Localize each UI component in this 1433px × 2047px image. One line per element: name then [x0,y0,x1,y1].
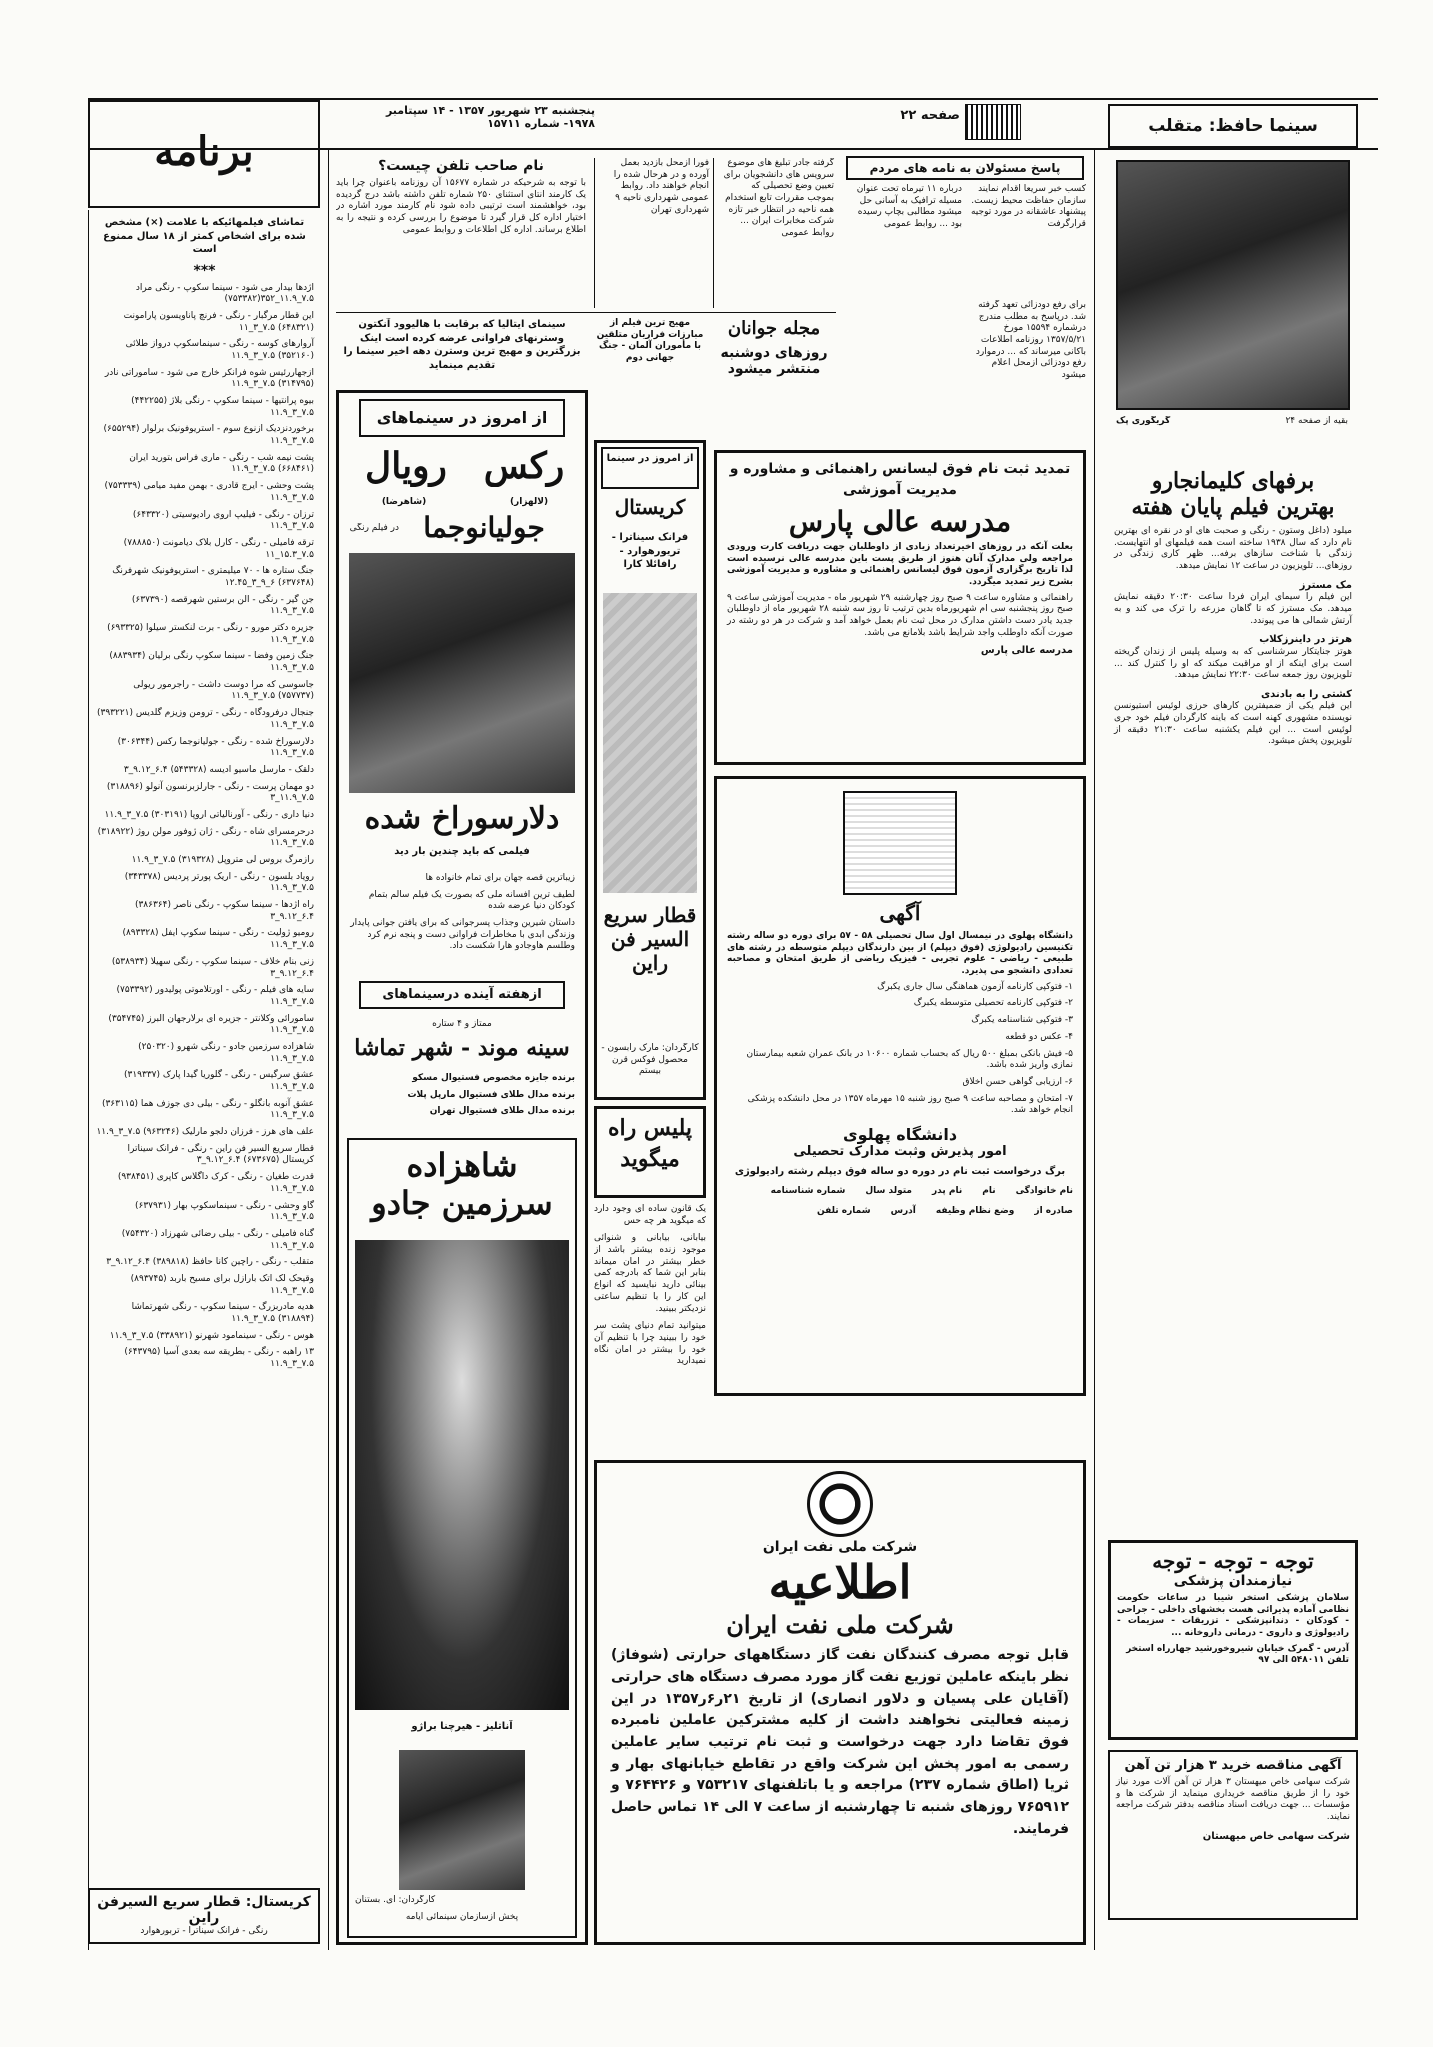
pahlavi-form-field: نام [982,1186,996,1197]
pahlavi-condition-item: ۳- فتوکپی شناسنامه یکبرگ [971,1015,1073,1026]
crystal-ad-header: از امروز در سینما [601,447,699,489]
italian-western-text: سینمای ایتالیا که برقابت با هالیوود آنکتون وسترنهای فراوانی عرضه کرده است اینک بزرگترین و مهیج ترین وسترن دهه اخیر سینما را تقدیم مینماید [343,319,581,371]
cinema-list-item: جزیره دکتر مورو - رنگی - برت لنکستر سیلوا (۶۹۳۳۲۵) ۷.۵_۳_۱۱.۹ [107,623,314,645]
pahlavi-conditions [727,982,1073,1117]
coming-cinemas: سینه موند - شهر تماشا [354,1035,570,1061]
cinema-list-item: جنگ زمین وفضا - سینما سکوپ رنگی برلیان (۸۸۳۹۳۴) ۷.۵_۳_۱۱.۹ [109,651,314,674]
iron-sign: شرکت سهامی خاص میهستان [1202,1830,1350,1842]
dollar-film-poster-image [349,553,575,793]
rex-bullets [349,873,575,958]
peck-article [1108,468,1358,1528]
police-title: پلیس راه میگوید [607,1115,692,1172]
cinema-list-item: جاسوسی که مرا دوست داشت - راجرمور ریولی (۷۵۷۷۳۷) ۷.۵_۳_۱۱.۹ [133,679,314,702]
cinema-list-intro: تماشای فیلمهائیکه با علامت (×) مشخص شده برای اشخاص کمتر از ۱۸ سال ممنوع است [103,217,306,255]
letter-col-2-text: گرفته جادر تبلیغ های موضوع سرویس های دانشجویان برای تعیین وضع تحصیلی که بموجب مقررات تابع استخدام همه ناحیه در انتظار خبر تازه شرکت مخابرات ایران ... روابط عمومی [723,158,834,239]
peck-headline-1: برفهای کلیمانجارو [1151,468,1315,494]
pahlavi-condition-item: ۴- عکس دو قطعه [1005,1031,1073,1042]
peck-caption: گریگوری پک [1116,416,1171,426]
gregory-peck-photo [1116,160,1350,410]
prince-credit: آناتلیز - هیرچنا براژو [411,1721,513,1732]
iron-tender-ad [1108,1750,1358,1920]
pars-body: بعلت آنکه در روزهای اخیرتعداد زیادی از داوطلبان جهت دریافت کارت ورودی مراجعه ولی مدارک آنان هنوز از طریق پست باین مدرسه عالی نرسیده است لذا تاریخ برگزاری آزمون فوق لیسانس راهنمائی و مشاوره و مدیریت آموزشی بشرح زیر تمدید میگردد. [727,542,1073,588]
crystal-film-title: قطار سریع السیر فن راین [603,903,697,975]
prince-film-title: شاهزاده سرزمین جادو [371,1146,553,1223]
pahlavi-form-field: متولد سال [865,1186,912,1197]
pahlavi-form-field: وضع نظام وظیفه [935,1206,1015,1217]
cinema-list-item: سامورائی وکلانتر - جزیره ای برلارجهان البرز (۳۵۴۷۴۵) ۷.۵_۳_۱۱.۹ [108,1013,314,1036]
prince-poster-image [355,1240,569,1710]
pahlavi-form-field: شماره تلفن [817,1206,871,1217]
pahlavi-university-ad [714,776,1086,1396]
oil-company-ad [594,1460,1086,1945]
pahlavi-logo-icon [843,791,957,895]
cinema-list-item: علف های هرز - فرزان دلجو مارلیک (۹۶۳۲۴۶) ۷.۵_۳_۱۱.۹ [96,1127,314,1138]
peck-sub-2: هرتز در داینرزکلاب [1259,634,1352,646]
award-item: برنده جایزه مخصوص فستیوال مسکو [412,1073,575,1083]
dollar-film-tagline: فیلمی که باید چندین بار دید [394,846,530,857]
pahlavi-condition-item: ۶- ارزیابی گواهی حسن اخلاق [962,1076,1073,1087]
rex-place: (لالهزار) [509,497,549,507]
cinema-list-item: درحرمسرای شاه - رنگی - ژان ژوفور مولن روژ (۳۱۸۹۲۲) ۷.۵_۳_۱۱.۹ [97,826,314,849]
coming-soon-header: ازهفته آینده درسینماهای [359,981,565,1009]
cinema-list-item: عشق سرگیس - رنگی - گلوریا گیدا پارک (۳۱۹۳۳۷) ۷.۵_۳_۱۱.۹ [123,1070,314,1092]
prince-small-image [399,1750,525,1890]
peck-continued: بقیه از صفحه ۲۴ [1285,416,1348,426]
letter-col-3-text: فوراً ازمحل بازدید بعمل آورده و در هرحال شده را انجام خواهند داد. روابط عمومی شهرداری ناحیه ۹ شهرداری تهران [613,158,709,215]
cinema-list-item: جنجال درفرودگاه - رنگی - ترومن وزیزم گلدیس (۳۹۳۲۲۱) ۷.۵_۳_۱۱.۹ [96,708,314,730]
cinema-list-item: آروارهای کوسه - رنگی - سینماسکوپ درواز طلائی (۳۵۲۱۶۰) ۷.۵_۳_۱۱.۹ [125,339,314,361]
youth-magazine-title: مجله جوانان [727,318,821,339]
cinema-list-stars: *** [193,262,216,279]
column-separator-1 [328,150,329,1950]
cinema-list-item: ۱۳ راهبه - رنگی - بطریقه سه بعدی آسیا (۶۴۳۷۹۵) ۷.۵_۳_۱۱.۹ [124,1347,314,1370]
pahlavi-form-field: نام خانوادگی [1015,1186,1073,1197]
prince-director: کارگردان: ای. بستنان [355,1895,436,1905]
cinema-list [95,283,314,1371]
letter-col-1-text: کسب خبر سریعاً اقدام نمایند سازمان حفاظت محیط زیست. پیشنهاد عاشقانه در مورد توجیه قرارگرفت [970,184,1086,230]
police-q3: میتوانید تمام دنیای پشت سر خود را ببینید چرا با تنظیم آن خود را بیشتر در امان نگاه نمیدارید [594,1321,706,1367]
dollar-film-title: دلارسوراخ شده [364,801,560,836]
pahlavi-condition-item: ۵- فیش بانکی بمبلغ ۵۰۰ ریال که بحساب شماره ۱۰۶۰۰ در بانک عمران شعبه بیمارستان نمازی واریز شده باشد. [746,1048,1073,1071]
oil-ad-title: اطلاعیه [768,1555,912,1609]
rex-bullet-item: لطیف ترین افسانه ملی که بصورت یک فیلم سالم بتمام کودکان دنیا عرضه شده [368,889,575,912]
police-q2: بیابانی، بیابانی و شنوائی موجود زنده بیشتر باشد از خطر بیشتر در امان میماند بنابر این شما که بادرجه کمی بینائی دارید نبایسید که انواع این کار را با تنظیم ساعتی نزدیکتر ببینید. [594,1233,706,1314]
cinema-list-item: دو مهمان پرست - رنگی - جارلزبرنسون آنولو (۳۱۸۸۹۶) ۷.۵_۱۱.۹_۳ [106,781,314,804]
attention-subtitle: نیازمندان پزشکی [1173,1573,1293,1589]
pahlavi-condition-item: ۱- فتوکپی کارنامه آزمون هماهنگی سال جاری یکبرگ [877,981,1073,992]
cinema-listing-column [88,210,320,1950]
ettelaat-logo-icon [965,104,1021,140]
letter-col-4-text: درباره ۱۱ تیرماه تحت عنوان مسیله ترافیک به آسانی حل میشود مطالبی بچاپ رسیده بود ... روابط عمومی [856,184,962,230]
cinema-program-title: برنامه [154,128,254,175]
letter-col-3 [594,158,714,308]
letters-box-title: پاسخ مسئولان به نامه های مردم [846,156,1084,180]
column-separator-2 [1094,150,1095,1950]
peck-body-2: این فیلم را سیمای ایران فردا ساعت ۲۰:۳۰ دقیقه نمایش میدهد. مک مسترز که تا گاهان مزرعه را ترک می کند و به آرتش شمالی ها می پیوندد. [1114,592,1352,626]
cinema-list-item: گاو وحشی - رنگی - سینماسکوپ بهار (۶۳۷۹۳۱) ۷.۵_۳_۱۱.۹ [135,1200,314,1223]
pahlavi-body: دانشگاه پهلوی در نیمسال اول سال تحصیلی ۵۸ - ۵۷ برای دوره دو ساله رشته تکنیسین رادیولوژی (فوق دیپلم) از بین دارندگان دیپلم متوسطه در رشته های طبیعی - ریاضی - علوم تجربی - فیزیک ریاضی از طریق امتحان و مصاحبه تعدادی دانشجو می پذیرد. [727,931,1073,977]
police-body [594,1204,706,1424]
pahlavi-form-field: شماره شناسنامه [770,1186,846,1197]
rex-royal-ad [336,390,588,1945]
prince-film-poster [347,1138,577,1938]
award-item: برنده مدال طلای فستیوال تهران [429,1106,575,1117]
peck-sub-1: مک مسترز [1299,579,1352,591]
cinema-list-item: ازجهاررئیس شوه فرانکر خارج می شود - ساموراتی نادر (۳۱۴۷۹۵) ۷.۵_۳_۱۱.۹ [104,367,314,390]
phone-box-body: با توجه به شرحیکه در شماره ۱۵۶۷۷ آن روزنامه باعنوان چرا باید یک کارمند انتای استثنای ۲۵۰ شماره تلفن داشته باشد درج گردیده بود، خواهشمند است ترتیبی داده شود نام کارمند مورد اشاره در اختیار اداره کل قرار گیرد تا موضوع را بررسی کرده و نتیجه را به اطلاع برساند. اداره کل اطلاعات و روابط عمومی [336,178,586,235]
letter-col-5 [966,300,1086,464]
youth-magazine-ad [710,318,838,438]
cinema-list-item: اژدها بیدار می شود - سینما سکوپ - رنگی مراد ۷.۵_۱۱.۹_۳۵۲(۷۵۳۳۸۲) [135,282,314,305]
cinema-list-item: این قطار مرگبار - رنگی - فرنچ پاناویسون پارامونت (۶۴۸۳۲۱) ۷.۵_۳_۱۱ [123,310,314,333]
cinema-list-item: زنی بنام خلاف - سینما سکوپ - رنگی سهیلا (۵۳۸۹۳۴) ۶.۴_۹.۱۲_۳ [111,956,314,979]
cinema-list-item: دلقک - مارسل ماسیو ادیسه (۵۴۳۳۲۸) ۶.۴_۹.۱۲_۳ [123,764,314,775]
pars-college-ad [714,450,1086,765]
cinema-list-item: راه اژدها - سینما سکوپ - رنگی ناصر (۳۸۶۳۶۴) ۶.۴_۹.۱۲_۳ [134,900,314,922]
iron-body: شرکت سهامی خاص میهستان ۳ هزار تن آهن آلات مورد نیاز خود را از طریق مناقصه خریداری مینماید از شرکت ها و مؤسسات ... جهت دریافت اسناد مناقصه بدفتر شرکت مراجعه نمایند. [1116,1777,1350,1823]
cinema-list-item: بیوه پرانتیها - سینما سکوپ - رنگی بلاژ (۴۴۲۲۵۵) ۷.۵_۳_۱۱.۹ [131,396,314,418]
pahlavi-sign-sub: امور پذیرش وثبت مدارک تحصیلی [793,1143,1007,1159]
awards-list [349,1073,575,1123]
pahlavi-condition-item: ۷- امتحان و مصاحبه ساعت ۹ صبح روز شنبه ۱۵ مهرماه ۱۳۵۷ در محل دانشکده پزشکی انجام خواهد شد. [747,1093,1073,1116]
oil-ad-body: قابل توجه مصرف کنندگان نفت گاز دستگاههای حرارتی (شوفاژ) نظر باینکه عاملین توزیع نفت گاز مورد مصرف دستگاه های حرارتی (آقایان علی پسیان و دلاور انصاری) از تاریخ ۲۱ر۶ر۱۳۵۷ در این زمینه فعالیتی نخواهند داشت از کلیه مشترکین عاملین نامبرده فوق تقاضا دارد جهت درخواست و ثبت نام ترتیب سایر عاملین رسمی به امور پخش این شرکت واقع در تقاطع خیابانهای بهار و ثریا (اطاق شماره ۲۳۷) مراجعه و یا باتلفنهای ۷۵۳۲۱۷ و ۷۶۴۴۲۶ و ۷۶۵۹۱۲ روزهای شنبه تا چهارشنبه از ساعت ۷ الی ۱۴ تماس حاصل فرمایند. [611,1647,1070,1837]
cinema-list-item: پشت وحشی - ایرج قادری - بهمن مفید میامی (۷۵۳۳۳۹) ۷.۵_۳_۱۱.۹ [104,481,314,503]
pahlavi-form-title: برگ درخواست ثبت نام در دوره دو ساله فوق دیپلم رشته رادیولوژی [734,1165,1066,1177]
crystal-stars: فرانک سیناترا - تریورهوارد - رافائلا کارا [611,532,689,570]
cinema-list-item: پشت نیمه شب - رنگی - ماری فراس بتورید ایران (۶۶۸۴۶۱) ۷.۵_۳_۱۱.۹ [129,452,314,475]
cinema-list-item: جن گیر - رنگی - الن برستین شهرقصه (۶۳۷۳۹۰) ۷.۵_۳_۱۱.۹ [131,594,314,617]
peck-body-4: این فیلم یکی از ضمیفترین کارهای حرزی لوئیس استیونسن نویسنده مشهوری کهنه است که باینه کارگردان فیلم خود جری لوئیس است ... این فیلم یکشنبه ساعت ۲۱:۳۰ دقیقه از تلویزیون پخش میشود. [1114,701,1352,747]
coming-rating: ممتاز و ۴ ستاره [432,1019,492,1029]
pahlavi-form-fields [727,1186,1073,1217]
cinema-list-item: رویاد بلسون - رنگی - اریک پورتر پردیس (۳۴۳۳۷۸) ۷.۵_۳_۱۱.۹ [124,871,314,894]
italian-western-blurb [336,318,588,388]
cinema-list-item: دنیا داری - رنگی - آورنالیاتی اروپا (۳۰۳۱۹۱) ۷.۵_۳_۱۱.۹ [104,809,314,820]
rex-bullet-item: زیباترین قصه جهان برای تمام خانواده ها [425,873,575,883]
pahlavi-condition-item: ۲- فتوکپی کارنامه تحصیلی متوسطه یکبرگ [913,998,1073,1009]
cinema-list-item: جنگ ستاره ها - ۷۰ میلیمتری - استریوفونیک شهرفرنگ (۶۳۷۶۴۸) ۶_۹_۳_۱۲.۴۵ [112,566,314,588]
cinema-list-item: هدیه مادربزرگ - سینما سکوپ - رنگی شهرتماشا (۳۱۸۸۹۴) ۷.۵_۳_۱۱.۹ [131,1302,314,1324]
cinema-list-item: رومیو ژولیت - رنگی - سینما سکوپ ایفل (۸۹۳۳۲۸) ۷.۵_۳_۱۱.۹ [122,928,314,951]
mid-rule-1 [336,312,836,313]
rex-star-name: جولیانوجما [423,511,545,544]
crystal-footer-sub: رنگی - فرانک سیناترا - تربورهوارد [140,1926,268,1936]
crystal-cinema-name: کریستال [614,495,686,519]
crystal-footer-box [88,1888,320,1944]
war-film-blurb [594,318,706,438]
cinema-list-item: وقیحک لک اتک بارازل برای مسیح باربد (۸۹۳۷۴۵) ۷.۵_۳_۱۱.۹ [130,1273,314,1296]
cinema-list-item: رازمرگ بروس لی متروپل (۳۱۹۳۲۸) ۷.۵_۳_۱۱.۹ [131,855,314,865]
nioc-logo-text: شرکت ملی نفت ایران [762,1539,918,1555]
attention-medical-ad [1108,1540,1358,1740]
police-q1: یک قانون ساده ای وجود دارد که میگوید هر چه حس [594,1204,706,1226]
war-film-text: مهیج ترین فیلم از مبارزات فراریان متلقین با مأموران آلمان - جنگ جهانی دوم [596,318,704,364]
police-ad [594,1106,706,1198]
phone-box-title: نام صاحب تلفن چیست؟ [378,158,544,174]
cinema-list-item: دلارسوراخ شده - رنگی - جولیانوجما رکس (۳۰۶۳۴۴) ۷.۵_۳_۱۱.۹ [117,736,314,759]
pahlavi-sign: دانشگاه پهلوی [842,1124,958,1144]
crystal-ad [594,440,706,1100]
header-date [345,104,595,146]
oil-ad-subtitle: شرکت ملی نفت ایران [726,1610,954,1640]
pahlavi-notice-title: آگهی [879,901,921,925]
letter-col-5-text: برای رفع دودزائی تعهد گرفته شد. درپاسخ به مطلب مندرج درشماره ۱۵۵۹۴ مورخ ۱۳۵۷/۵/۲۱ روزنامه اطلاعات باکانی میرساند که ... درموارد رفع دودزائی ازمحل اعلام میشود [975,300,1086,381]
page-number: صفحه ۲۲ [900,108,960,123]
rex-bullet-item: داستان شیرین وجذاب پسرجوانی که برای یافتن جوانی پایدار وزندگی ابدی با مخاطرات فراوانی دست و پنجه نرم کرد وطلسم هاوجادو هارا شکست داد. [350,918,575,952]
cinema-program-title-box [88,100,320,208]
pars-school-name: مدرسه عالی پارس [788,505,1012,538]
pars-body-2: راهنمائی و مشاوره ساعت ۹ صبح روز چهارشنبه ۲۹ شهریور ماه - مدیریت آموزشی ساعت ۹ صبح روز پنجشنبه سی ام شهریورماه بدین ترتیب تا روز سه شنبه ۲۸ شهریور ماه از داوطلبان جدید یادر دست داشتن مدارک در محل ثبت نام بعمل خواهد آمد و شرکت در هر دو رشته در صورت آنکه داوطلب واجد شرایط باشد بلامانع می باشد. [727,592,1073,638]
cinema-list-item: برخوردنزدیک ازنوع سوم - استریوفونیک برلوار (۶۵۵۲۹۴) ۷.۵_۳_۱۱.۹ [103,424,314,447]
cinema-list-item: ترقه فامیلی - رنگی - کارل بلاک دیامونت (۷۸۸۸۵۰) ۷.۵_۱۵.۳_۱۱ [123,537,314,560]
rex-ad-header: از امروز در سینماهای [359,399,565,437]
peck-photo-block [1108,154,1358,454]
cinema-list-item: قدرت طغیان - رنگی - کرک داگلاس کاپری (۹۳۸۴۵۱) ۷.۵_۳_۱۱.۹ [117,1172,314,1194]
pahlavi-form-field: صادره از [1034,1206,1073,1217]
rex-cinema-name: رکس [483,445,565,487]
hafez-cinema-header: سینما حافظ: متقلب [1108,104,1358,148]
crystal-poster-image [603,593,697,893]
rex-star-sub: در فیلم رنگی [349,523,399,533]
royal-place: (شاهرضا) [381,497,427,507]
cinema-list-item: سایه های فیلم - رنگی - اورتلاموتی پولیدور (۷۵۳۳۹۲) ۷.۵_۳_۱۱.۹ [116,985,314,1007]
peck-body-3: هوتز جنایتکار سرشناسی که به وسیله پلیس از زندان گریخته است برای اینکه از او مراقبت میکند که او را کنترل کند ... تلویزیون روز جمعه ساعت ۲۲:۳۰ نمایش میدهد. [1114,646,1352,681]
letter-col-4 [846,184,962,464]
award-item: برنده مدال طلای فستیوال مارپل پلات [407,1089,575,1100]
cinema-list-item: شاهزاده سرزمین جادو - رنگی شهرو (۲۵۰۳۲۰) ۷.۵_۳_۱۱.۹ [138,1041,314,1064]
crystal-credits: کارگردان: مارک رابسون - محصول فوکس قرن بیستم [601,1043,699,1077]
nioc-logo-icon [807,1471,873,1537]
peck-headline-2: بهترین فیلم پایان هفته [1131,494,1335,520]
letter-col-1 [966,184,1086,309]
youth-magazine-sub: روزهای دوشنبه منتشر میشود [720,345,828,377]
date-line-1: پنجشنبه ۲۳ شهریور ۱۳۵۷ - ۱۴ سپتامبر [385,104,595,117]
cinema-list-item: گناه فامیلی - رنگی - بیلی رضائی شهرزاد (۷۵۴۳۲۰) ۷.۵_۳_۱۱.۹ [121,1228,314,1251]
phone-owner-box [336,158,586,308]
cinema-list-item: قطار سریع السیر فن راین - رنگی - فرانک سیناترا کریستال (۶۷۳۶۷۵) ۶.۴_۹.۱۲_۳ [127,1143,314,1166]
cinema-list-item: عشق آنوبه بانگلو - رنگی - بیلی دی جوزف هما (۳۶۳۱۱۵) ۷.۵_۳_۱۱.۹ [101,1098,314,1121]
cinema-list-item: هوس - رنگی - سینمامود شهرنو (۳۳۸۹۲۱) ۷.۵_۳_۱۱.۹ [109,1330,314,1341]
pars-sign: مدرسه عالی پارس [980,644,1073,656]
cinema-list-item: متقلب - رنگی - راچین کانا حافظ (۳۸۹۸۱۸) ۶.۴_۹.۱۲_۳ [106,1257,314,1268]
pahlavi-form-field: آدرس [890,1206,916,1217]
attention-body: سلامان پزشکی استخر شیبا در ساعات حکومت نظامی آماده پذیرائی هست بخشهای داخلی - جراحی - کودکان - دندانپزشکی - تزریقات - سزیمات - رادیولوژی و داروی - درمانی داروخانه ... [1117,1593,1349,1639]
pars-title-line: تمدید ثبت نام فوق لیسانس راهنمائی و مشاوره و مدیریت آموزشی [729,461,1071,498]
peck-body: میلود (داغل وستون - رنگی و صحبت های او در نقره ای بهترین نام دارد که سال ۱۹۳۸ ساخته است همه فیلمهای او انتهایست. زندگی با شناخت سازهای برفه... ظهر کاری زندگی در روزهای... تلویزیون در ساعت ۱۲ نمایش میدهد. [1114,526,1352,572]
royal-cinema-name: رویال [365,445,447,487]
cinema-list-item: ترزان - رنگی - فیلیپ اروی رادیوسیتی (۶۴۳۳۲۰) ۷.۵_۳_۱۱.۹ [132,509,314,532]
distributor: پخش ازسازمان سینمائی آیامه [405,1912,519,1922]
attention-address: آدرس - گمرک خیابان شیروخورشید جهارراه استخر تلفن ۵۴۸۰۱۱ الی ۹۷ [1126,1643,1349,1666]
peck-sub-3: کشتی را به بادندی [1261,688,1352,700]
attention-title: توجه - توجه - توجه [1152,1549,1314,1573]
crystal-footer-title: کریستال: قطار سریع السیرفن راین [97,1894,311,1926]
iron-title: آگهی مناقصه خرید ۳ هزار تن آهن [1124,1758,1342,1773]
letter-col-2 [718,158,838,308]
date-line-2: ۱۹۷۸- شماره ۱۵۷۱۱ [487,117,595,130]
pahlavi-form-field: نام پدر [931,1186,963,1197]
